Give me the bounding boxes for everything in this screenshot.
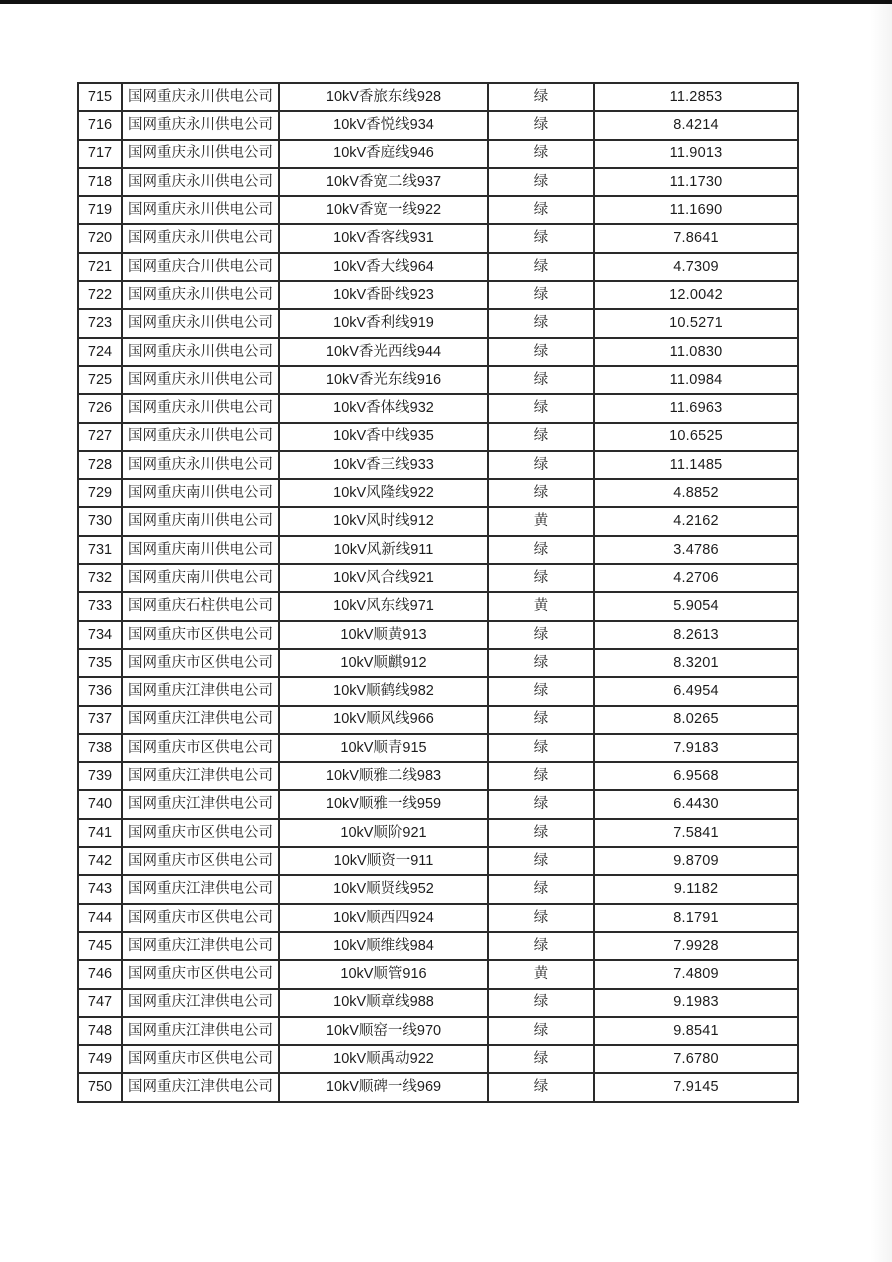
status-cell: 绿 xyxy=(488,932,594,960)
row-index-cell: 736 xyxy=(78,677,122,705)
status-cell: 绿 xyxy=(488,1045,594,1073)
table-row xyxy=(78,904,798,932)
line-name-cell: 10kV香中线935 xyxy=(279,423,488,451)
value-cell: 7.9145 xyxy=(594,1073,798,1101)
row-index-cell: 715 xyxy=(78,83,122,111)
line-name-cell: 10kV顺鹤线982 xyxy=(279,677,488,705)
table-row xyxy=(78,253,798,281)
company-cell: 国网重庆永川供电公司 xyxy=(122,168,279,196)
status-cell: 绿 xyxy=(488,536,594,564)
line-name-cell: 10kV顺阶921 xyxy=(279,819,488,847)
status-cell: 绿 xyxy=(488,819,594,847)
line-name-cell: 10kV风合线921 xyxy=(279,564,488,592)
company-cell: 国网重庆合川供电公司 xyxy=(122,253,279,281)
table-row xyxy=(78,706,798,734)
status-cell: 黄 xyxy=(488,592,594,620)
company-cell: 国网重庆市区供电公司 xyxy=(122,960,279,988)
line-name-cell: 10kV风东线971 xyxy=(279,592,488,620)
company-cell: 国网重庆永川供电公司 xyxy=(122,394,279,422)
company-cell: 国网重庆市区供电公司 xyxy=(122,734,279,762)
status-cell: 绿 xyxy=(488,677,594,705)
value-cell: 6.4430 xyxy=(594,790,798,818)
status-cell: 绿 xyxy=(488,790,594,818)
row-index-cell: 730 xyxy=(78,507,122,535)
company-cell: 国网重庆永川供电公司 xyxy=(122,83,279,111)
company-cell: 国网重庆永川供电公司 xyxy=(122,338,279,366)
row-index-cell: 745 xyxy=(78,932,122,960)
value-cell: 3.4786 xyxy=(594,536,798,564)
status-cell: 绿 xyxy=(488,564,594,592)
row-index-cell: 750 xyxy=(78,1073,122,1101)
status-cell: 绿 xyxy=(488,875,594,903)
value-cell: 4.2706 xyxy=(594,564,798,592)
line-name-cell: 10kV香大线964 xyxy=(279,253,488,281)
row-index-cell: 749 xyxy=(78,1045,122,1073)
table-row xyxy=(78,592,798,620)
value-cell: 5.9054 xyxy=(594,592,798,620)
table-row xyxy=(78,140,798,168)
table-row xyxy=(78,1073,798,1101)
row-index-cell: 744 xyxy=(78,904,122,932)
table-row xyxy=(78,762,798,790)
table-row xyxy=(78,423,798,451)
company-cell: 国网重庆江津供电公司 xyxy=(122,875,279,903)
status-cell: 绿 xyxy=(488,734,594,762)
status-cell: 绿 xyxy=(488,168,594,196)
status-cell: 黄 xyxy=(488,507,594,535)
status-cell: 绿 xyxy=(488,309,594,337)
table-row xyxy=(78,621,798,649)
row-index-cell: 740 xyxy=(78,790,122,818)
company-cell: 国网重庆永川供电公司 xyxy=(122,281,279,309)
company-cell: 国网重庆南川供电公司 xyxy=(122,479,279,507)
row-index-cell: 746 xyxy=(78,960,122,988)
table-row xyxy=(78,224,798,252)
table-row xyxy=(78,451,798,479)
line-name-cell: 10kV顺黄913 xyxy=(279,621,488,649)
company-cell: 国网重庆江津供电公司 xyxy=(122,1073,279,1101)
value-cell: 8.4214 xyxy=(594,111,798,139)
row-index-cell: 732 xyxy=(78,564,122,592)
row-index-cell: 742 xyxy=(78,847,122,875)
company-cell: 国网重庆永川供电公司 xyxy=(122,196,279,224)
row-index-cell: 724 xyxy=(78,338,122,366)
table-row xyxy=(78,790,798,818)
company-cell: 国网重庆南川供电公司 xyxy=(122,536,279,564)
line-name-cell: 10kV香三线933 xyxy=(279,451,488,479)
value-cell: 11.1485 xyxy=(594,451,798,479)
row-index-cell: 748 xyxy=(78,1017,122,1045)
table-row xyxy=(78,111,798,139)
status-cell: 绿 xyxy=(488,1017,594,1045)
value-cell: 8.2613 xyxy=(594,621,798,649)
row-index-cell: 731 xyxy=(78,536,122,564)
page-right-edge-shadow xyxy=(870,0,892,1262)
company-cell: 国网重庆江津供电公司 xyxy=(122,790,279,818)
table-row xyxy=(78,960,798,988)
row-index-cell: 720 xyxy=(78,224,122,252)
line-name-cell: 10kV顺章线988 xyxy=(279,989,488,1017)
value-cell: 7.9183 xyxy=(594,734,798,762)
company-cell: 国网重庆市区供电公司 xyxy=(122,847,279,875)
line-name-cell: 10kV顺资一911 xyxy=(279,847,488,875)
line-name-cell: 10kV香利线919 xyxy=(279,309,488,337)
company-cell: 国网重庆江津供电公司 xyxy=(122,677,279,705)
company-cell: 国网重庆永川供电公司 xyxy=(122,224,279,252)
status-cell: 绿 xyxy=(488,281,594,309)
line-name-cell: 10kV香旅东线928 xyxy=(279,83,488,111)
value-cell: 7.9928 xyxy=(594,932,798,960)
status-cell: 绿 xyxy=(488,989,594,1017)
status-cell: 绿 xyxy=(488,479,594,507)
company-cell: 国网重庆江津供电公司 xyxy=(122,989,279,1017)
line-name-cell: 10kV香客线931 xyxy=(279,224,488,252)
value-cell: 8.1791 xyxy=(594,904,798,932)
company-cell: 国网重庆市区供电公司 xyxy=(122,1045,279,1073)
table-row xyxy=(78,989,798,1017)
table-row xyxy=(78,338,798,366)
company-cell: 国网重庆南川供电公司 xyxy=(122,564,279,592)
company-cell: 国网重庆南川供电公司 xyxy=(122,507,279,535)
company-cell: 国网重庆江津供电公司 xyxy=(122,706,279,734)
table-row xyxy=(78,649,798,677)
table-row xyxy=(78,819,798,847)
company-cell: 国网重庆石柱供电公司 xyxy=(122,592,279,620)
table-row xyxy=(78,536,798,564)
value-cell: 8.0265 xyxy=(594,706,798,734)
row-index-cell: 725 xyxy=(78,366,122,394)
status-cell: 绿 xyxy=(488,621,594,649)
status-cell: 黄 xyxy=(488,960,594,988)
table-row xyxy=(78,932,798,960)
line-name-cell: 10kV顺碑一线969 xyxy=(279,1073,488,1101)
row-index-cell: 743 xyxy=(78,875,122,903)
value-cell: 6.4954 xyxy=(594,677,798,705)
company-cell: 国网重庆江津供电公司 xyxy=(122,762,279,790)
status-cell: 绿 xyxy=(488,140,594,168)
line-name-cell: 10kV香光西线944 xyxy=(279,338,488,366)
value-cell: 7.6780 xyxy=(594,1045,798,1073)
line-name-cell: 10kV顺窑一线970 xyxy=(279,1017,488,1045)
row-index-cell: 737 xyxy=(78,706,122,734)
table-row xyxy=(78,564,798,592)
company-cell: 国网重庆永川供电公司 xyxy=(122,366,279,394)
value-cell: 11.9013 xyxy=(594,140,798,168)
table-row xyxy=(78,875,798,903)
value-cell: 10.5271 xyxy=(594,309,798,337)
line-name-cell: 10kV香庭线946 xyxy=(279,140,488,168)
table-row xyxy=(78,734,798,762)
value-cell: 11.1690 xyxy=(594,196,798,224)
status-cell: 绿 xyxy=(488,196,594,224)
table-container xyxy=(77,82,799,1103)
value-cell: 11.2853 xyxy=(594,83,798,111)
table-body xyxy=(78,83,798,1102)
value-cell: 9.1983 xyxy=(594,989,798,1017)
line-name-cell: 10kV顺麒912 xyxy=(279,649,488,677)
status-cell: 绿 xyxy=(488,423,594,451)
value-cell: 9.8541 xyxy=(594,1017,798,1045)
company-cell: 国网重庆永川供电公司 xyxy=(122,309,279,337)
row-index-cell: 719 xyxy=(78,196,122,224)
status-cell: 绿 xyxy=(488,904,594,932)
status-cell: 绿 xyxy=(488,762,594,790)
company-cell: 国网重庆江津供电公司 xyxy=(122,932,279,960)
row-index-cell: 726 xyxy=(78,394,122,422)
table-row xyxy=(78,394,798,422)
value-cell: 9.1182 xyxy=(594,875,798,903)
row-index-cell: 727 xyxy=(78,423,122,451)
value-cell: 11.0830 xyxy=(594,338,798,366)
company-cell: 国网重庆市区供电公司 xyxy=(122,904,279,932)
status-cell: 绿 xyxy=(488,224,594,252)
line-name-cell: 10kV香悦线934 xyxy=(279,111,488,139)
value-cell: 11.0984 xyxy=(594,366,798,394)
row-index-cell: 717 xyxy=(78,140,122,168)
status-cell: 绿 xyxy=(488,253,594,281)
line-name-cell: 10kV香光东线916 xyxy=(279,366,488,394)
row-index-cell: 739 xyxy=(78,762,122,790)
row-index-cell: 735 xyxy=(78,649,122,677)
row-index-cell: 728 xyxy=(78,451,122,479)
line-name-cell: 10kV风隆线922 xyxy=(279,479,488,507)
table-row xyxy=(78,168,798,196)
value-cell: 7.4809 xyxy=(594,960,798,988)
status-cell: 绿 xyxy=(488,649,594,677)
value-cell: 7.8641 xyxy=(594,224,798,252)
value-cell: 12.0042 xyxy=(594,281,798,309)
line-name-cell: 10kV顺雅二线983 xyxy=(279,762,488,790)
row-index-cell: 734 xyxy=(78,621,122,649)
table-row xyxy=(78,479,798,507)
company-cell: 国网重庆永川供电公司 xyxy=(122,451,279,479)
value-cell: 4.8852 xyxy=(594,479,798,507)
line-name-cell: 10kV顺雅一线959 xyxy=(279,790,488,818)
table-row xyxy=(78,196,798,224)
line-name-cell: 10kV香宽一线922 xyxy=(279,196,488,224)
row-index-cell: 738 xyxy=(78,734,122,762)
power-line-table xyxy=(77,82,799,1103)
row-index-cell: 723 xyxy=(78,309,122,337)
row-index-cell: 733 xyxy=(78,592,122,620)
value-cell: 7.5841 xyxy=(594,819,798,847)
value-cell: 11.6963 xyxy=(594,394,798,422)
status-cell: 绿 xyxy=(488,394,594,422)
line-name-cell: 10kV香卧线923 xyxy=(279,281,488,309)
status-cell: 绿 xyxy=(488,338,594,366)
row-index-cell: 747 xyxy=(78,989,122,1017)
page-top-edge-bar xyxy=(0,0,892,4)
row-index-cell: 741 xyxy=(78,819,122,847)
company-cell: 国网重庆永川供电公司 xyxy=(122,111,279,139)
line-name-cell: 10kV香宽二线937 xyxy=(279,168,488,196)
status-cell: 绿 xyxy=(488,1073,594,1101)
line-name-cell: 10kV风新线911 xyxy=(279,536,488,564)
table-row xyxy=(78,366,798,394)
status-cell: 绿 xyxy=(488,847,594,875)
table-row xyxy=(78,1017,798,1045)
value-cell: 4.2162 xyxy=(594,507,798,535)
table-row xyxy=(78,677,798,705)
company-cell: 国网重庆市区供电公司 xyxy=(122,649,279,677)
value-cell: 8.3201 xyxy=(594,649,798,677)
table-row xyxy=(78,847,798,875)
row-index-cell: 716 xyxy=(78,111,122,139)
status-cell: 绿 xyxy=(488,451,594,479)
value-cell: 9.8709 xyxy=(594,847,798,875)
status-cell: 绿 xyxy=(488,706,594,734)
row-index-cell: 718 xyxy=(78,168,122,196)
line-name-cell: 10kV香体线932 xyxy=(279,394,488,422)
line-name-cell: 10kV顺风线966 xyxy=(279,706,488,734)
company-cell: 国网重庆江津供电公司 xyxy=(122,1017,279,1045)
line-name-cell: 10kV顺管916 xyxy=(279,960,488,988)
status-cell: 绿 xyxy=(488,83,594,111)
table-row xyxy=(78,83,798,111)
table-row xyxy=(78,1045,798,1073)
line-name-cell: 10kV顺禹动922 xyxy=(279,1045,488,1073)
status-cell: 绿 xyxy=(488,366,594,394)
company-cell: 国网重庆市区供电公司 xyxy=(122,819,279,847)
line-name-cell: 10kV顺维线984 xyxy=(279,932,488,960)
line-name-cell: 10kV顺青915 xyxy=(279,734,488,762)
company-cell: 国网重庆市区供电公司 xyxy=(122,621,279,649)
table-row xyxy=(78,309,798,337)
row-index-cell: 729 xyxy=(78,479,122,507)
value-cell: 11.1730 xyxy=(594,168,798,196)
status-cell: 绿 xyxy=(488,111,594,139)
row-index-cell: 722 xyxy=(78,281,122,309)
line-name-cell: 10kV顺贤线952 xyxy=(279,875,488,903)
company-cell: 国网重庆永川供电公司 xyxy=(122,140,279,168)
value-cell: 4.7309 xyxy=(594,253,798,281)
table-row xyxy=(78,281,798,309)
value-cell: 10.6525 xyxy=(594,423,798,451)
line-name-cell: 10kV顺西四924 xyxy=(279,904,488,932)
line-name-cell: 10kV风时线912 xyxy=(279,507,488,535)
row-index-cell: 721 xyxy=(78,253,122,281)
value-cell: 6.9568 xyxy=(594,762,798,790)
company-cell: 国网重庆永川供电公司 xyxy=(122,423,279,451)
table-row xyxy=(78,507,798,535)
